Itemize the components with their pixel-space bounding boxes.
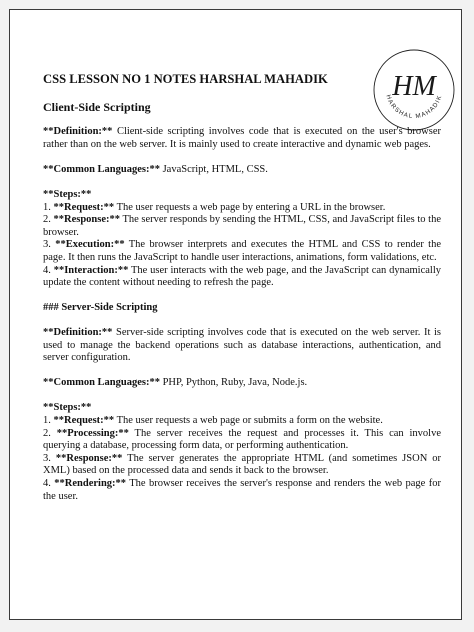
client-step bbox=[43, 214, 441, 239]
server-languages-label: **Common Languages:** bbox=[43, 377, 160, 389]
step-label: **Response:** bbox=[53, 214, 121, 226]
client-languages bbox=[43, 164, 441, 177]
logo-monogram: HM bbox=[392, 71, 436, 102]
server-definition bbox=[43, 327, 441, 365]
step-label: **Response:** bbox=[55, 452, 123, 464]
step-number: 3. bbox=[43, 452, 56, 464]
server-step bbox=[43, 453, 441, 478]
step-label: **Request:** bbox=[53, 201, 115, 213]
step-text: The server receives the request and processes it. This can involve querying a database, processing form data, or performing authentication. bbox=[43, 427, 441, 452]
step-number: 2. bbox=[43, 214, 54, 226]
client-languages-label: **Common Languages:** bbox=[43, 163, 160, 175]
step-text: The browser interprets and executes the HTML and CSS to render the page. It then runs the JavaScript to handle user interactions, animations, form validations, etc. bbox=[43, 239, 441, 263]
document-body bbox=[43, 72, 444, 503]
step-number: 2. bbox=[43, 427, 57, 439]
step-number: 3. bbox=[43, 239, 56, 251]
client-steps-label: **Steps:** bbox=[43, 188, 92, 200]
client-side-heading: Client-Side Scripting bbox=[43, 100, 151, 114]
step-label: **Request:** bbox=[53, 415, 115, 427]
server-languages-text: PHP, Python, Ruby, Java, Node.js. bbox=[159, 377, 308, 389]
server-steps-label: **Steps:** bbox=[43, 402, 92, 414]
step-number: 4. bbox=[43, 264, 54, 276]
step-label: **Execution:** bbox=[55, 239, 125, 251]
step-label: **Interaction:** bbox=[53, 264, 129, 276]
step-label: **Rendering:** bbox=[54, 478, 127, 490]
step-text: The user interacts with the web page, and the JavaScript can dynamically update the content without needing to refresh the page. bbox=[43, 264, 442, 289]
server-definition-text: Server-side scripting involves code that is executed on the web server. It is used to manage the backend operations such as database interactions, authentication, and server configuration. bbox=[43, 326, 441, 364]
step-text: The user requests a web page or submits a form on the website. bbox=[114, 415, 383, 427]
server-step bbox=[43, 478, 441, 503]
client-step bbox=[43, 265, 441, 290]
server-languages bbox=[43, 377, 441, 390]
logo-ring-text: HARSHAL MAHADIK bbox=[384, 93, 444, 121]
step-text: The browser receives the server's response and renders the web page for the user. bbox=[43, 478, 441, 502]
document-page bbox=[9, 9, 462, 620]
client-step bbox=[43, 239, 441, 264]
client-definition-label: **Definition:** bbox=[43, 126, 113, 137]
server-definition-label: **Definition:** bbox=[43, 326, 113, 338]
server-side-heading: ### Server-Side Scripting bbox=[43, 302, 158, 314]
step-number: 4. bbox=[43, 478, 55, 490]
step-text: The server generates the appropriate HTML (and sometimes JSON or XML) based on the processed data and sends it back to the browser. bbox=[43, 452, 442, 477]
step-label: **Processing:** bbox=[56, 427, 129, 439]
client-definition bbox=[43, 126, 441, 151]
step-number: 1. bbox=[43, 415, 54, 427]
step-text: The user requests a web page by entering a URL in the browser. bbox=[114, 201, 386, 213]
step-text: The server responds by sending the HTML, CSS, and JavaScript files to the browser. bbox=[43, 214, 441, 238]
step-number: 1. bbox=[43, 201, 54, 213]
client-languages-text: JavaScript, HTML, CSS. bbox=[159, 163, 268, 175]
server-step bbox=[43, 415, 441, 428]
document-title: CSS LESSON NO 1 NOTES HARSHAL MAHADIK bbox=[43, 72, 328, 86]
server-step bbox=[43, 428, 441, 453]
client-step bbox=[43, 202, 441, 215]
client-definition-text: Client-side scripting involves code that is executed on the user's browser rather than on the web server. It is mainly used to create interactive and dynamic web pages. bbox=[43, 126, 441, 150]
